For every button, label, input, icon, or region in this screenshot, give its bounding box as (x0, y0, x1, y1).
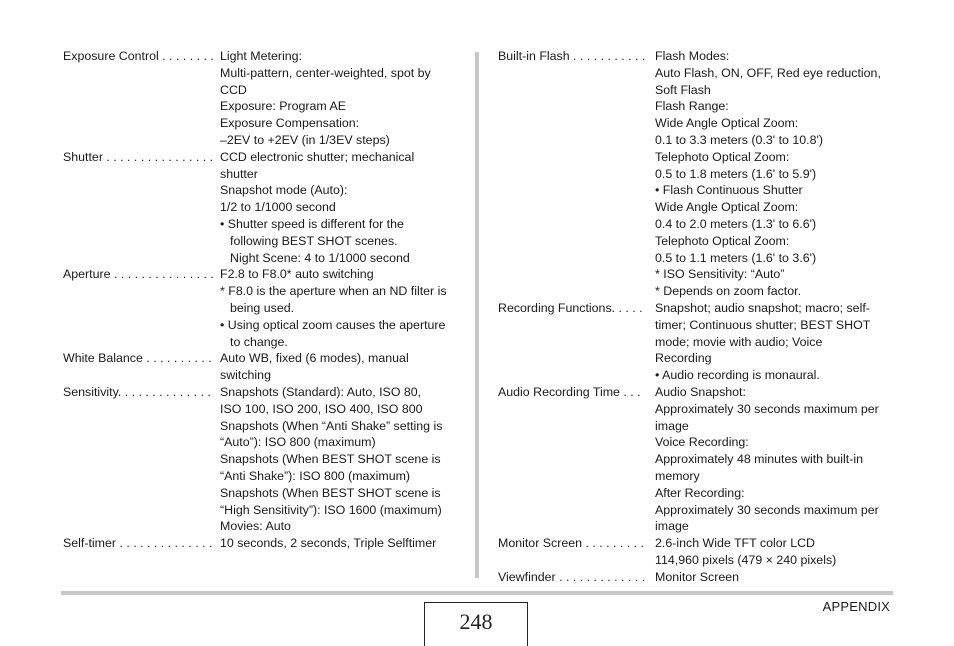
spec-value-line: Wide Angle Optical Zoom: (655, 200, 799, 215)
spec-value-line: Auto WB, fixed (6 modes), manual (220, 351, 409, 366)
spec-value-line: Monitor Screen (655, 569, 740, 584)
spec-label: Aperture . . . . . . . . . . . . . . . (63, 267, 214, 282)
spec-value-line: 1/2 to 1/1000 second (220, 200, 336, 215)
spec-entry (498, 535, 898, 569)
spec-label: White Balance . . . . . . . . . . (63, 351, 212, 366)
spec-value-line: mode; movie with audio; Voice (655, 334, 823, 349)
spec-value-line: following BEST SHOT scenes. (230, 233, 398, 248)
spec-value-line: Exposure Compensation: (220, 116, 360, 131)
spec-value-line: 0.4 to 2.0 meters (1.3' to 6.6') (655, 216, 817, 231)
spec-value-line: Snapshots (When “Anti Shake” setting is (220, 418, 443, 433)
spec-label: Monitor Screen . . . . . . . . . (498, 536, 644, 551)
spec-value (220, 149, 463, 267)
spec-value-line: CCD electronic shutter; mechanical (220, 149, 415, 164)
spec-label: Recording Functions. . . . . (498, 300, 643, 315)
spec-value-line: Approximately 30 seconds maximum per (655, 401, 879, 416)
spec-value-line: 10 seconds, 2 seconds, Triple Selftimer (220, 536, 437, 551)
spec-value-line: 114,960 pixels (479 × 240 pixels) (655, 552, 837, 567)
page-number: 248 (424, 602, 528, 646)
spec-value-line: Recording (655, 351, 712, 366)
spec-value (220, 266, 463, 350)
spec-value-line: 2.6-inch Wide TFT color LCD (655, 536, 815, 551)
spec-value (655, 48, 898, 300)
spec-value (220, 384, 463, 535)
spec-value-line: * ISO Sensitivity: “Auto” (655, 267, 785, 282)
spec-value-line: Auto Flash, ON, OFF, Red eye reduction, (655, 65, 881, 80)
spec-value-line: Wide Angle Optical Zoom: (655, 116, 799, 131)
spec-value-line: • Audio recording is monaural. (655, 368, 820, 383)
spec-entry (498, 384, 898, 535)
spec-value-line: Snapshots (When BEST SHOT scene is (220, 485, 441, 500)
spec-value-line: Snapshot; audio snapshot; macro; self- (655, 300, 870, 315)
spec-value-line: Telephoto Optical Zoom: (655, 149, 790, 164)
spec-entry (498, 48, 898, 300)
spec-value-line: * Depends on zoom factor. (655, 284, 802, 299)
spec-value-line: • Using optical zoom causes the aperture (220, 317, 446, 332)
spec-label: Shutter . . . . . . . . . . . . . . . . (63, 149, 214, 164)
spec-value-line: Multi-pattern, center-weighted, spot by (220, 65, 431, 80)
spec-value (655, 569, 898, 586)
spec-entry (63, 266, 463, 350)
spec-value-line: “High Sensitivity”): ISO 1600 (maximum) (220, 502, 442, 517)
spec-label: Exposure Control . . . . . . . . (63, 49, 214, 63)
spec-value (220, 48, 463, 149)
spec-entry (498, 569, 898, 586)
spec-value-line: “Auto”): ISO 800 (maximum) (220, 435, 376, 450)
spec-label: Viewfinder . . . . . . . . . . . . . (498, 569, 646, 584)
spec-entry (63, 48, 463, 149)
spec-value-line: F2.8 to F8.0* auto switching (220, 267, 374, 282)
spec-value-line: shutter (220, 166, 258, 181)
spec-value (655, 384, 898, 535)
spec-entry (63, 384, 463, 535)
spec-value-line: Snapshots (When BEST SHOT scene is (220, 452, 441, 467)
spec-value-line: * F8.0 is the aperture when an ND filter is (220, 284, 447, 299)
spec-value-line: being used. (230, 300, 295, 315)
column-divider (475, 52, 479, 578)
section-label: APPENDIX (822, 599, 890, 614)
spec-value-line: memory (655, 468, 700, 483)
spec-value-line: Approximately 48 minutes with built-in (655, 452, 863, 467)
spec-entry (63, 350, 463, 384)
spec-value-line: Soft Flash (655, 82, 711, 97)
spec-value-line: ISO 100, ISO 200, ISO 400, ISO 800 (220, 401, 423, 416)
spec-value-line: Movies: Auto (220, 519, 291, 534)
spec-value (220, 535, 463, 552)
spec-value-line: Approximately 30 seconds maximum per (655, 502, 879, 517)
spec-label: Audio Recording Time . . . (498, 384, 641, 399)
spec-value-line: Night Scene: 4 to 1/1000 second (230, 250, 410, 265)
spec-entry (63, 535, 463, 552)
spec-value-line: image (655, 519, 689, 534)
spec-value-line: Snapshot mode (Auto): (220, 183, 348, 198)
spec-value-line: image (655, 418, 689, 433)
spec-value-line: 0.5 to 1.8 meters (1.6' to 5.9') (655, 166, 817, 181)
spec-value (655, 300, 898, 384)
spec-value-line: 0.1 to 3.3 meters (0.3' to 10.8') (655, 132, 823, 147)
spec-column-right (498, 48, 898, 586)
spec-value-line: to change. (230, 334, 288, 349)
spec-value-line: Audio Snapshot: (655, 384, 746, 399)
spec-value (220, 350, 463, 384)
footer-rule (61, 591, 893, 595)
spec-value-line: Flash Range: (655, 99, 729, 114)
spec-value (655, 535, 898, 569)
spec-value-line: –2EV to +2EV (in 1/3EV steps) (220, 132, 390, 147)
spec-value-line: Flash Modes: (655, 49, 730, 63)
spec-value-line: 0.5 to 1.1 meters (1.6' to 3.6') (655, 250, 817, 265)
spec-value-line: Telephoto Optical Zoom: (655, 233, 790, 248)
spec-entry (498, 300, 898, 384)
spec-label: Sensitivity. . . . . . . . . . . . . . (63, 384, 211, 399)
spec-value-line: Voice Recording: (655, 435, 749, 450)
spec-value-line: timer; Continuous shutter; BEST SHOT (655, 317, 871, 332)
spec-label: Self-timer . . . . . . . . . . . . . . (63, 536, 213, 551)
spec-label: Built-in Flash . . . . . . . . . . . (498, 49, 646, 63)
spec-value-line: CCD (220, 82, 247, 97)
spec-column-left (63, 48, 463, 552)
spec-value-line: switching (220, 368, 271, 383)
spec-value-line: Snapshots (Standard): Auto, ISO 80, (220, 384, 422, 399)
spec-value-line: Light Metering: (220, 49, 302, 63)
spec-value-line: “Anti Shake”): ISO 800 (maximum) (220, 468, 411, 483)
spec-value-line: After Recording: (655, 485, 745, 500)
spec-entry (63, 149, 463, 267)
spec-value-line: Exposure: Program AE (220, 99, 347, 114)
spec-value-line: • Shutter speed is different for the (220, 216, 404, 231)
spec-value-line: • Flash Continuous Shutter (655, 183, 803, 198)
